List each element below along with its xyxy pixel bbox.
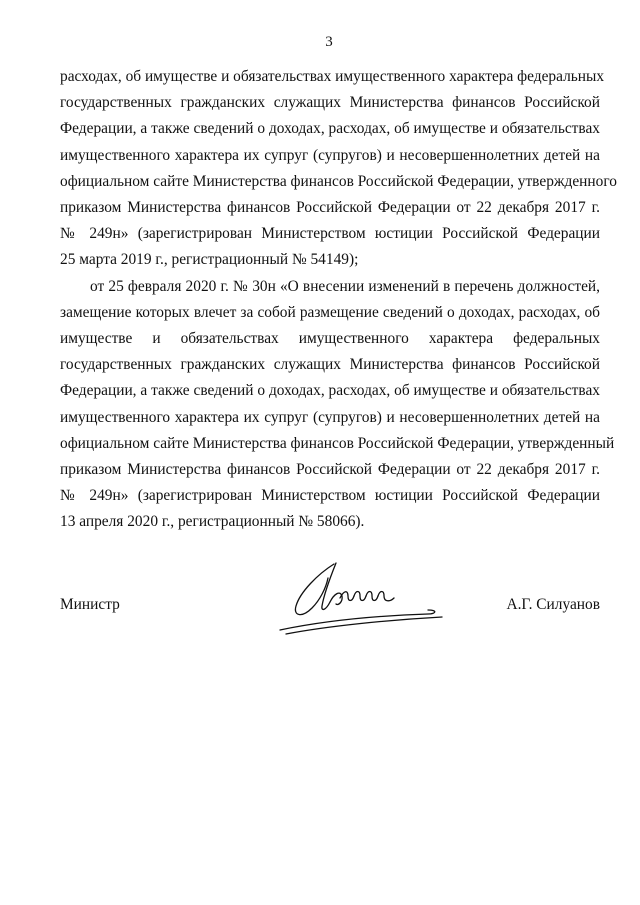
- paragraph-continuation: [60, 64, 617, 274]
- text-line: имущественного характера их супруг (супругов) и несовершеннолетних детей на: [60, 408, 600, 426]
- text-line: официальном сайте Министерства финансов Российской Федерации, утвержденный: [60, 434, 615, 452]
- text-line: имущественного характера их супруг (супругов) и несовершеннолетних детей на: [60, 146, 600, 164]
- text-line: от 25 февраля 2020 г. № 30н «О внесении изменений в перечень должностей,: [90, 277, 600, 295]
- text-line: государственных гражданских служащих Министерства финансов Российской: [60, 356, 600, 374]
- text-line: приказом Министерства финансов Российской Федерации от 22 декабря 2017 г.: [60, 199, 600, 217]
- signature-block: [60, 560, 600, 640]
- text-line: Федерации, а также сведений о доходах, расходах, об имуществе и обязательствах: [60, 382, 600, 400]
- signatory-title: Министр: [60, 596, 120, 613]
- text-line: расходах, об имуществе и обязательствах имущественного характера федеральных: [60, 68, 605, 85]
- text-line: имуществе и обязательствах имущественного характера федеральных: [60, 330, 600, 348]
- text-line: № 249н» (зарегистрирован Министерством юстиции Российской Федерации: [60, 487, 600, 505]
- text-line: Федерации, а также сведений о доходах, расходах, об имуществе и обязательствах: [60, 120, 600, 138]
- text-line: замещение которых влечет за собой размещение сведений о доходах, расходах, об: [60, 303, 600, 321]
- document-body: [60, 64, 617, 536]
- text-line: № 249н» (зарегистрирован Министерством юстиции Российской Федерации: [60, 225, 600, 243]
- text-line: официальном сайте Министерства финансов Российской Федерации, утвержденного: [60, 172, 617, 190]
- signatory-name: А.Г. Силуанов: [506, 596, 600, 613]
- text-line: приказом Министерства финансов Российской Федерации от 22 декабря 2017 г.: [60, 461, 600, 479]
- text-line: государственных гражданских служащих Министерства финансов Российской: [60, 94, 600, 112]
- text-line: 25 марта 2019 г., регистрационный № 54149);: [60, 251, 359, 269]
- text-line: 13 апреля 2020 г., регистрационный № 58066).: [60, 513, 365, 531]
- signature-icon: [278, 560, 448, 635]
- page-number: 3: [325, 34, 333, 50]
- paragraph-order-30n: [60, 274, 615, 536]
